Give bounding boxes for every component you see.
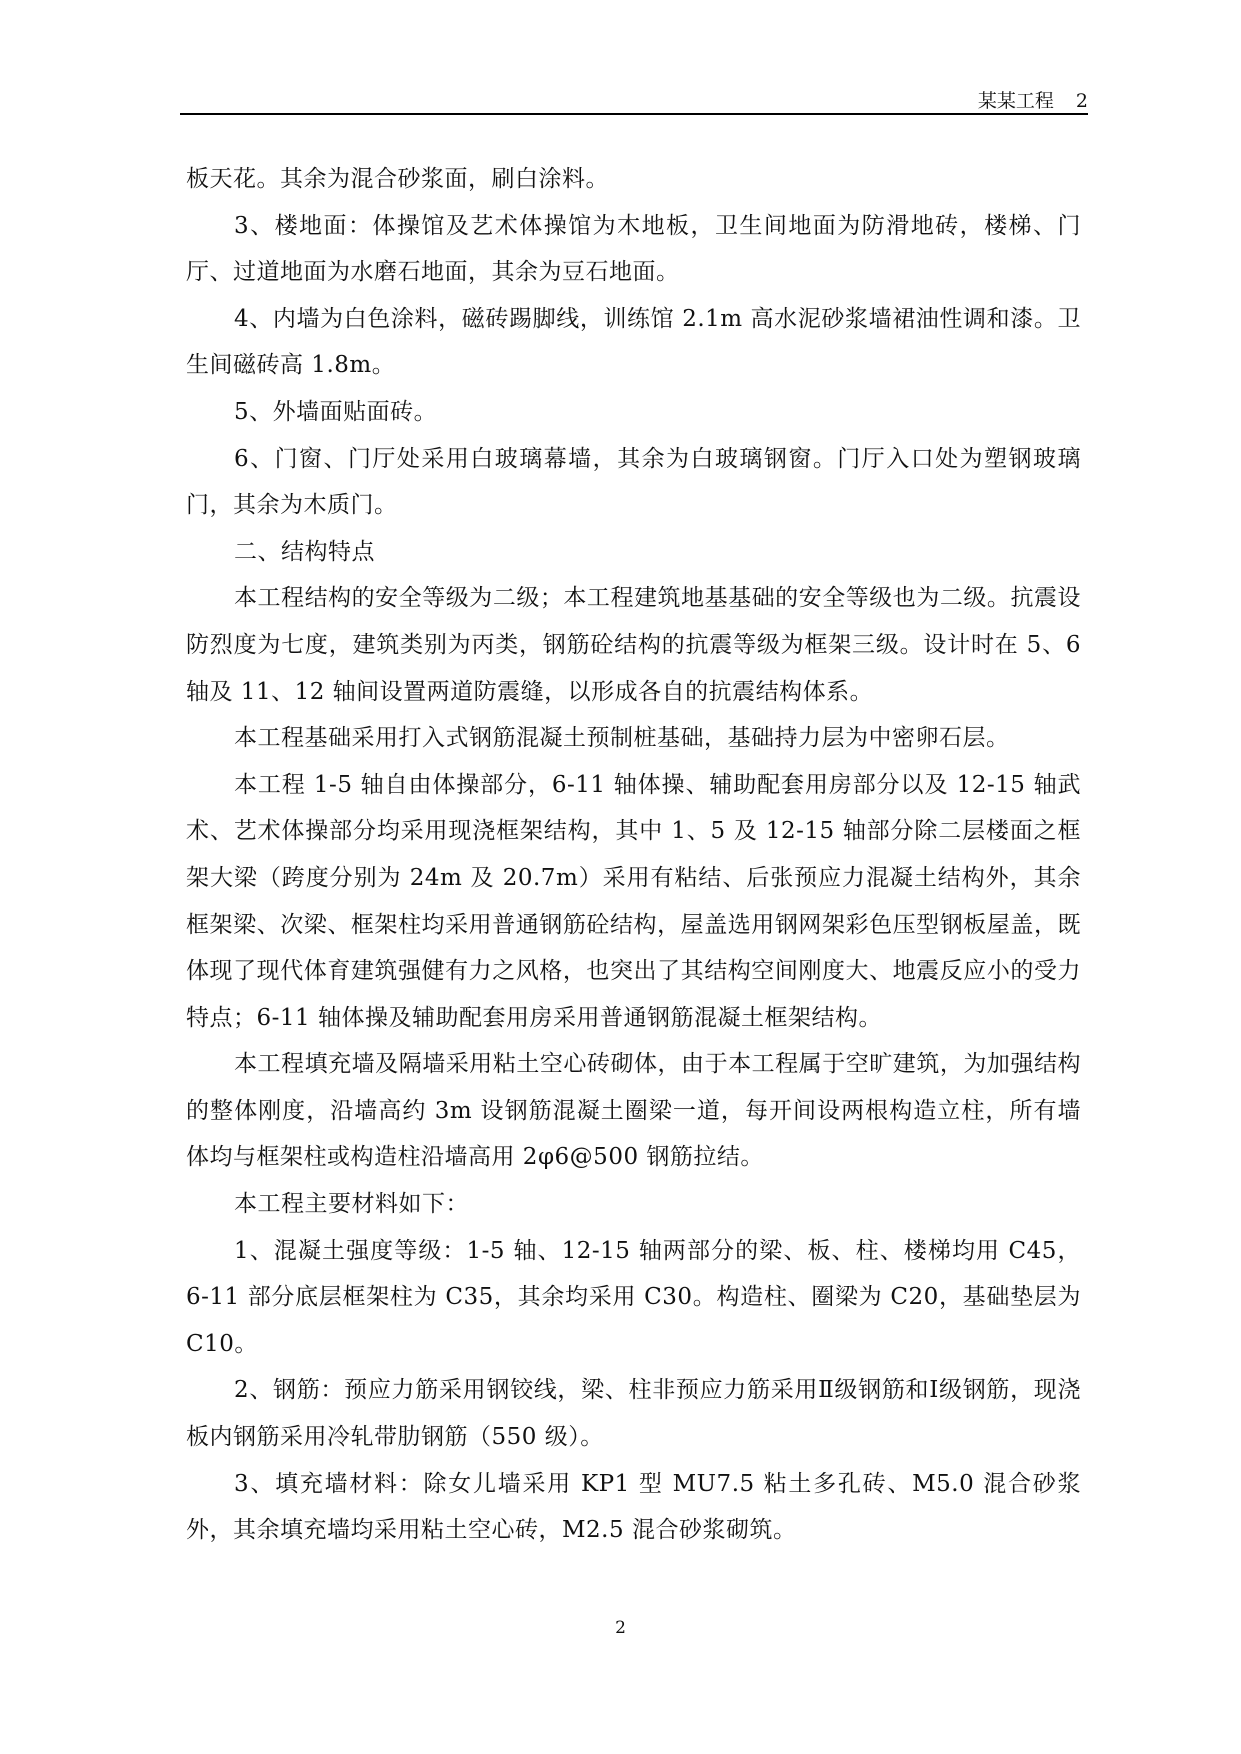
paragraph-continuation: 板天花。其余为混合砂浆面，刷白涂料。 (186, 166, 609, 192)
header-title: 某某工程 (977, 90, 1054, 112)
paragraph-frame-structure: 本工程 1-5 轴自由体操部分，6-11 轴体操、辅助配套用房部分以及 12-15 轴武术、艺术体操部分均采用现浇框架结构，其中 1、5 及 12-15 轴部分除二层楼面之框架大梁（跨度分别为 24m 及 20.7m）采用有粘结、后张预应力混凝土结构外，其余框架梁、次梁、框架柱均采用普通钢筋砼结构，屋盖选用钢网架彩色压型钢板屋盖，既体现了现代体育建筑强健有力之风格，也突出了其结构空间刚度大、地震反应小的受力特点；6-11 轴体操及辅助配套用房采用普通钢筋混凝土框架结构。 (186, 771, 1081, 1031)
paragraph-infill-wall: 本工程填充墙及隔墙采用粘土空心砖砌体，由于本工程属于空旷建筑，为加强结构的整体刚度，沿墙高约 3m 设钢筋混凝土圈梁一道，每开间设两根构造立柱，所有墙体均与框架柱或构造柱沿墙高用 2φ6@500 钢筋拉结。 (186, 1051, 1081, 1171)
paragraph-concrete-grade: 1、混凝土强度等级：1-5 轴、12-15 轴两部分的梁、板、柱、楼梯均用 C45，6-11 部分底层框架柱为 C35，其余均采用 C30。构造柱、圈梁为 C20，基础垫层为 C10。 (186, 1237, 1081, 1357)
paragraph-interior-wall: 4、内墙为白色涂料，磁砖踢脚线，训练馆 2.1m 高水泥砂浆墙裙油性调和漆。卫生间磁砖高 1.8m。 (186, 305, 1081, 379)
header-rule (180, 113, 1088, 115)
paragraph-doors-windows: 6、门窗、门厅处采用白玻璃幕墙，其余为白玻璃钢窗。门厅入口处为塑钢玻璃门，其余为木质门。 (186, 445, 1081, 519)
header-text (978, 86, 1088, 113)
paragraph-floor-finish: 3、楼地面：体操馆及艺术体操馆为木地板，卫生间地面为防滑地砖，楼梯、门厅、过道地面为水磨石地面，其余为豆石地面。 (186, 212, 1081, 286)
page-header (180, 86, 1088, 116)
paragraph-infill-material: 3、填充墙材料：除女儿墙采用 KP1 型 MU7.5 粘土多孔砖、M5.0 混合砂浆外，其余填充墙均采用粘土空心砖，M2.5 混合砂浆砌筑。 (186, 1470, 1081, 1544)
footer-page-number: 2 (615, 1618, 626, 1638)
paragraph-rebar: 2、钢筋：预应力筋采用钢铰线，梁、柱非预应力筋采用Ⅱ级钢筋和Ⅰ级钢筋，现浇板内钢筋采用冷轧带肋钢筋（550 级）。 (186, 1377, 1081, 1451)
paragraph-exterior-wall: 5、外墙面贴面砖。 (234, 398, 438, 425)
header-page-number: 2 (1075, 90, 1088, 112)
paragraph-foundation: 本工程基础采用打入式钢筋混凝土预制桩基础，基础持力层为中密卵石层。 (234, 725, 1010, 752)
paragraph-safety-grade: 本工程结构的安全等级为二级；本工程建筑地基基础的安全等级也为二级。抗震设防烈度为七度，建筑类别为丙类，钢筋砼结构的抗震等级为框架三级。设计时在 5、6 轴及 11、12 轴间设置两道防震缝，以形成各自的抗震结构体系。 (186, 585, 1081, 705)
document-body (186, 156, 1081, 1554)
section-heading-structure: 二、结构特点 (234, 538, 375, 565)
paragraph-materials-intro: 本工程主要材料如下： (234, 1191, 469, 1218)
